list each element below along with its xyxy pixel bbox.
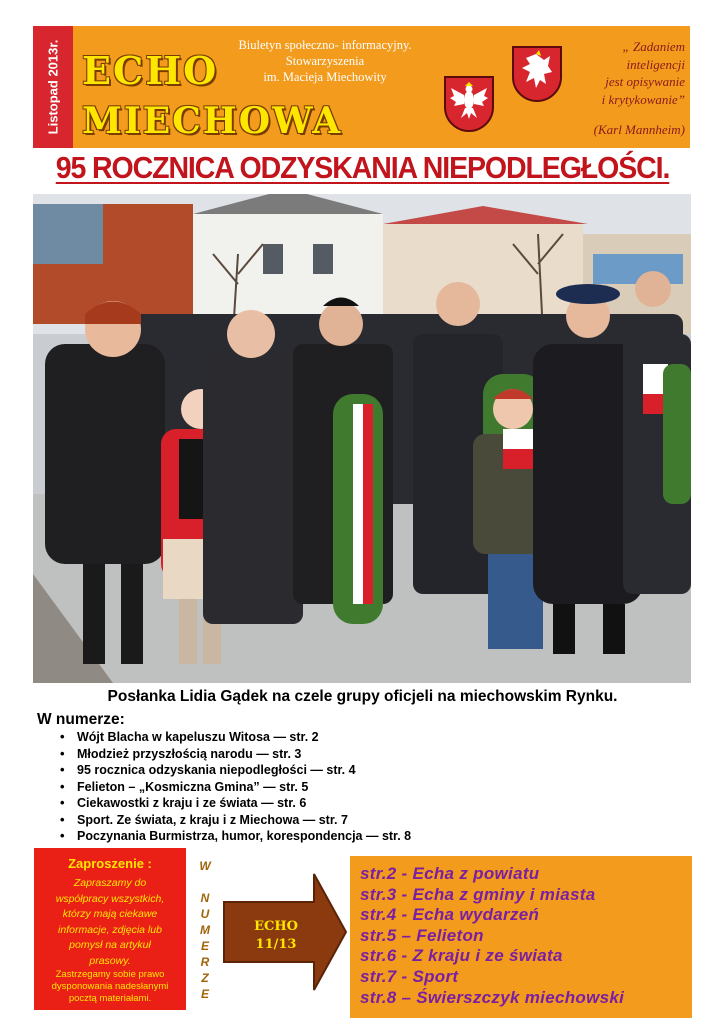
invitation-title: Zaproszenie :	[68, 856, 152, 871]
photo-caption: Posłanka Lidia Gądek na czele grupy oficjeli na miechowskim Rynku.	[107, 688, 618, 705]
coat-of-arms-griffin-icon	[512, 46, 562, 102]
invitation-line: którzy mają ciekawe	[62, 908, 158, 920]
publisher-line: Stowarzyszenia	[285, 54, 365, 68]
vertical-letter: W	[199, 859, 211, 873]
contents-item: • Felieton – „Kosmiczna Gmina” — str. 5	[60, 779, 411, 796]
pages-item: str.2 - Echa z powiatu	[360, 864, 540, 883]
quote-line: inteligencji	[626, 56, 685, 72]
contents-item: • Ciekawostki z kraju i ze świata — str. 6	[60, 795, 411, 812]
quote	[560, 38, 685, 108]
masthead-title-miechowa: MIECHOWA	[82, 100, 343, 142]
invitation-line: pomysł na artykuł	[69, 939, 151, 951]
invitation-line: informacje, zdjęcia lub	[58, 923, 162, 936]
arrow-label	[236, 918, 316, 954]
cover-photo	[33, 194, 691, 683]
pages-item: str.3 - Echa z gminy i miasta	[360, 884, 596, 904]
invitation-line: współpracy wszystkich,	[55, 892, 165, 905]
issue-date-strip	[33, 26, 73, 148]
arrow-label-line: ECHO	[254, 919, 298, 934]
contents-item: • Młodzież przyszłością narodu — str. 3	[60, 746, 411, 763]
contents-item: • 95 rocznica odzyskania niepodległości — str. 4	[60, 762, 411, 779]
vertical-letter: E	[200, 987, 209, 1001]
contents-item: • Wójt Blacha w kapeluszu Witosa — str. 2	[60, 729, 411, 746]
arrow-label-line: 11/13	[255, 937, 297, 952]
publisher-line: im. Macieja Miechowity	[263, 70, 387, 84]
quote-author: (Karl Mannheim)	[593, 122, 685, 137]
vertical-letter: R	[200, 955, 210, 969]
vertical-letter: Z	[201, 971, 209, 985]
note-line: Zastrzegamy sobie prawo	[55, 969, 165, 980]
note-line: dysponowania nadesłanymi	[51, 981, 169, 992]
vertical-letter: E	[200, 939, 209, 953]
publisher-line: Biuletyn społeczno- informacyjny.	[238, 38, 412, 52]
pages-item: str.7 - Sport	[360, 966, 459, 986]
quote-line: jest opisywanie	[605, 74, 685, 89]
pages-list	[360, 864, 624, 1008]
vertical-word	[196, 858, 214, 1002]
vertical-letter: U	[200, 907, 210, 921]
contents-item: • Poczynania Burmistrza, humor, korespondencja — str. 8	[60, 828, 411, 845]
vertical-letter: N	[200, 891, 210, 905]
invitation-line: prasowy.	[89, 954, 131, 967]
contents-item: • Sport. Ze świata, z kraju i z Miechowa — str. 7	[60, 812, 411, 829]
headline: 95 ROCZNICA ODZYSKANIA NIEPODLEGŁOŚCI.	[55, 150, 670, 185]
invitation-line: Zapraszamy do	[73, 877, 147, 889]
pages-item: str.4 - Echa wydarzeń	[360, 905, 540, 925]
vertical-gap	[196, 874, 214, 890]
masthead-title-echo: ECHO	[82, 48, 219, 93]
invitation-body	[40, 876, 180, 969]
quote-line: „ Zadaniem	[622, 39, 685, 54]
pages-item: str.6 - Z kraju i ze świata	[360, 946, 563, 966]
contents-list	[60, 729, 411, 845]
note-line: pocztą materiałami.	[68, 993, 152, 1004]
contents-heading: W numerze:	[37, 711, 125, 728]
publisher-info	[200, 37, 450, 85]
vertical-letter: M	[200, 923, 210, 937]
pages-item: str.5 – Felieton	[360, 925, 484, 945]
quote-line: i krytykowanie”	[601, 91, 685, 107]
issue-date: Listopad 2013r.	[45, 39, 61, 135]
coat-of-arms-eagle-icon	[444, 76, 494, 132]
pages-item: str.8 – Świerszczyk miechowski	[360, 987, 625, 1007]
invitation-note	[38, 969, 182, 1005]
